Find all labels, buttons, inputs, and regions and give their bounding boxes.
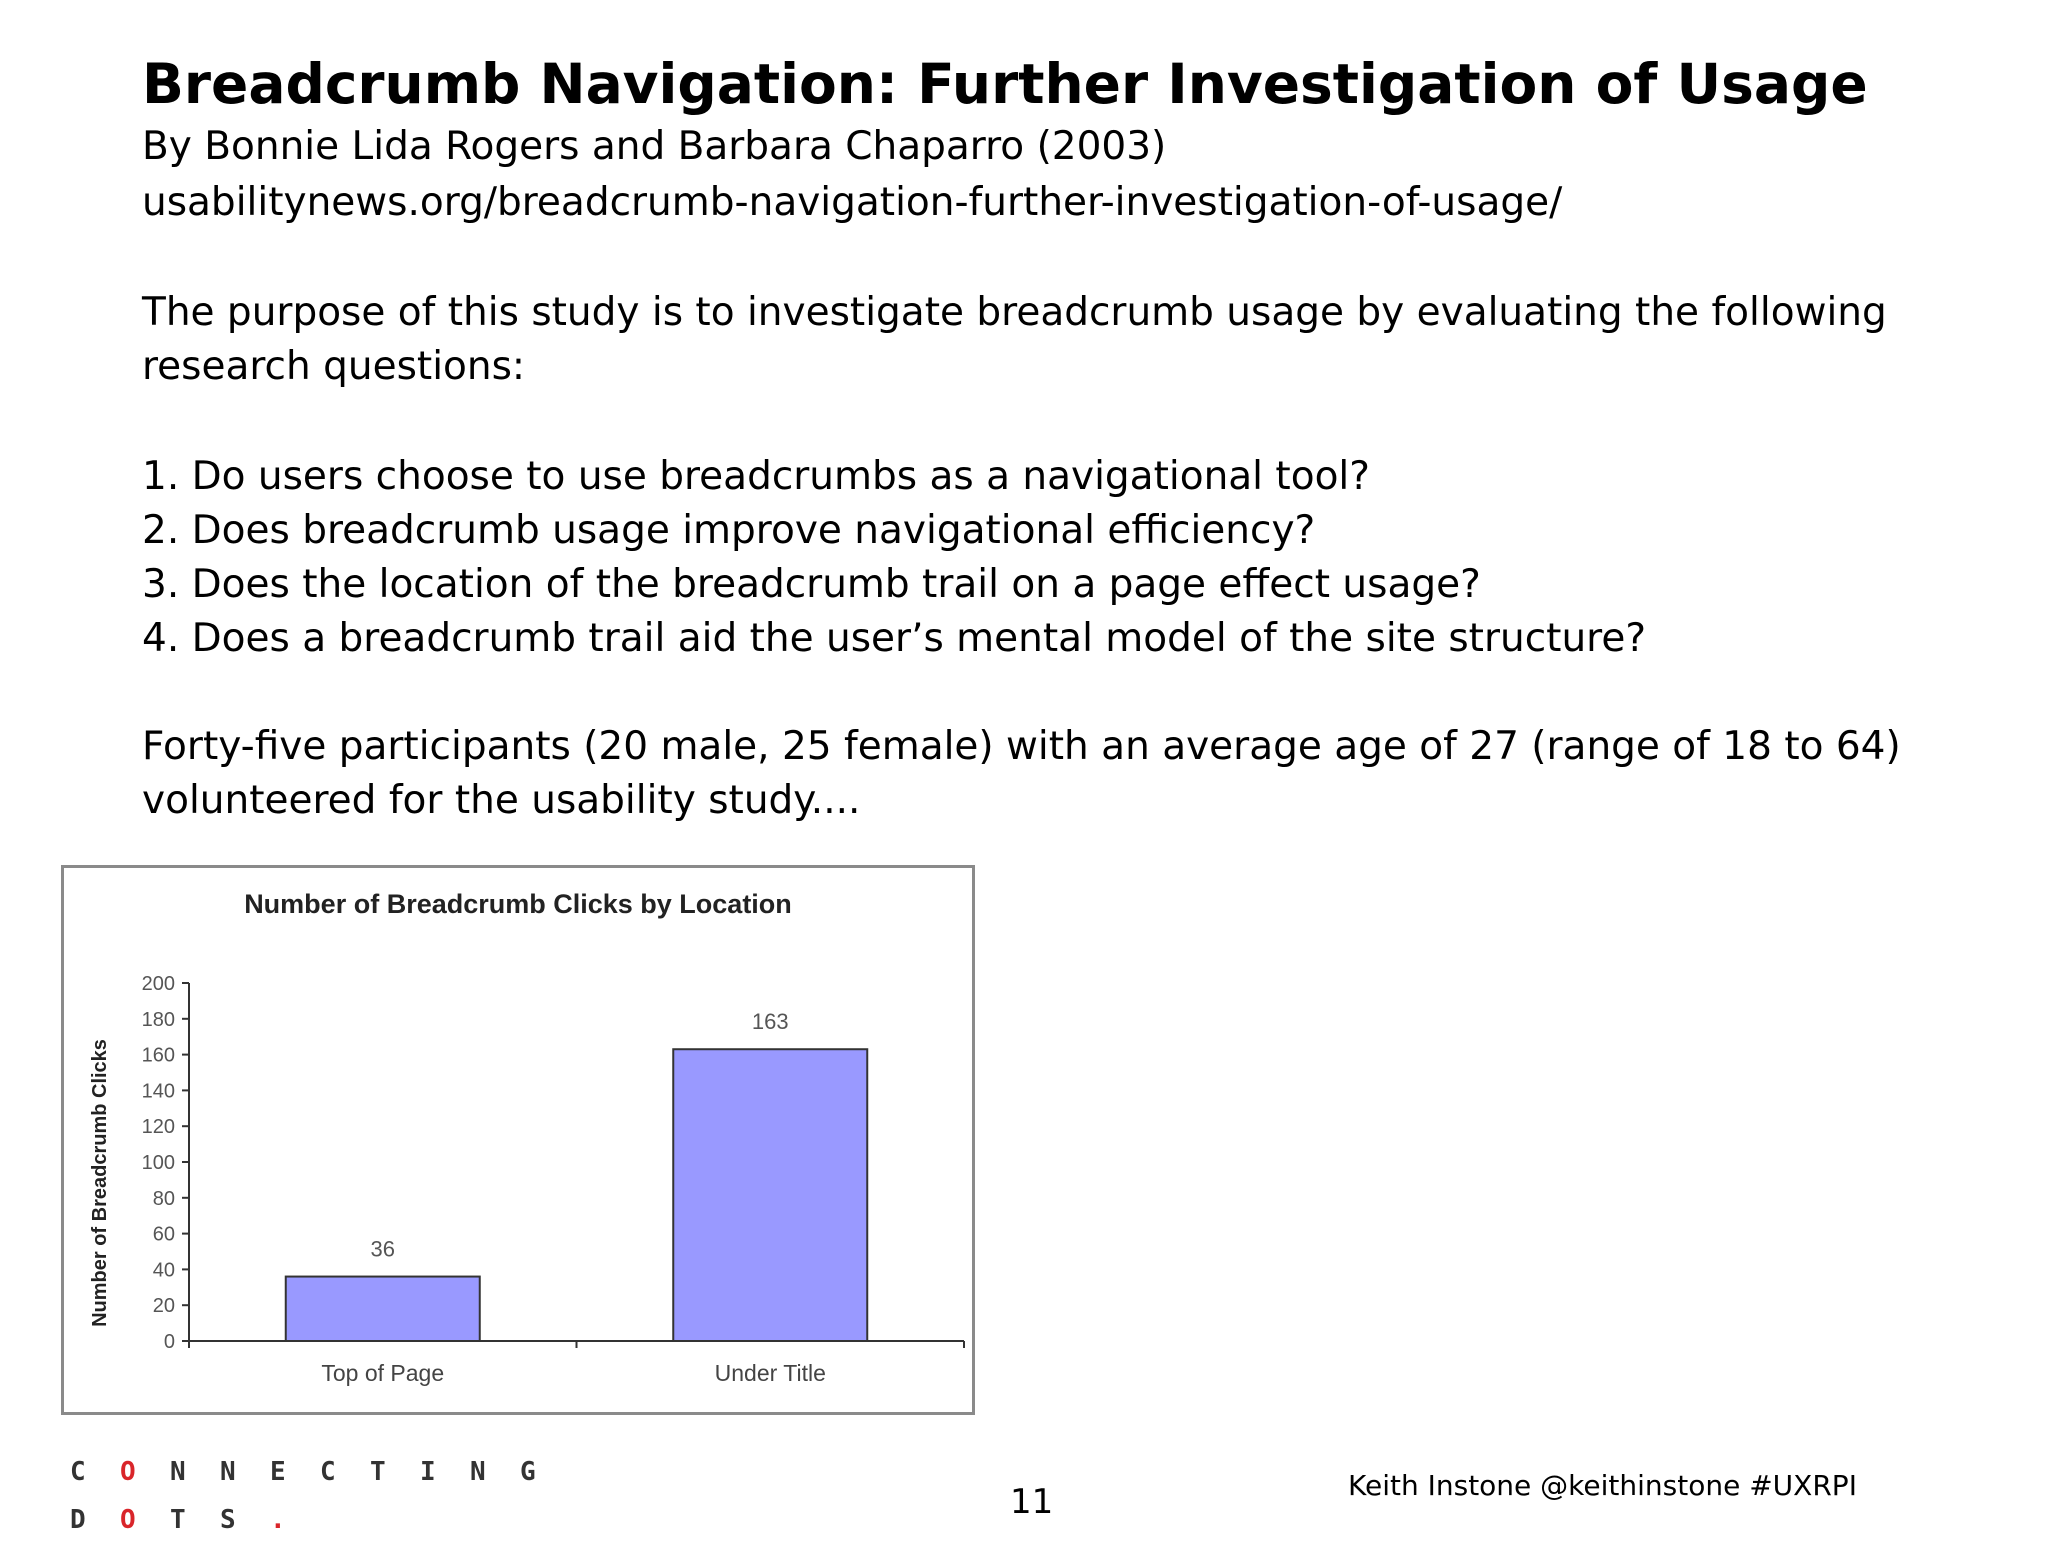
logo-letter: N: [170, 1457, 186, 1487]
y-axis-label: Number of Breadcrumb Clicks: [89, 1039, 111, 1327]
y-tick-label: 200: [141, 973, 175, 995]
logo-letter: T: [370, 1457, 386, 1487]
logo-letter: S: [220, 1505, 236, 1535]
bar: [286, 1277, 480, 1341]
logo-row: [70, 1496, 570, 1544]
y-tick-label: 40: [152, 1259, 175, 1282]
logo-letter: D: [70, 1505, 86, 1535]
logo-letter: C: [70, 1457, 86, 1487]
y-tick-label: 80: [152, 1187, 175, 1210]
page-number: 11: [1010, 1482, 1054, 1522]
research-question: 3. Does the location of the breadcrumb trail on a page effect usage?: [142, 562, 1481, 607]
logo-letter: O: [120, 1457, 136, 1487]
logo-letter: G: [520, 1457, 536, 1487]
y-tick-label: 140: [141, 1080, 175, 1103]
purpose-paragraph: [142, 286, 1887, 394]
logo-letter: E: [270, 1457, 286, 1487]
research-question: 1. Do users choose to use breadcrumbs as a navigational tool?: [142, 454, 1370, 499]
bar-chart-frame: [61, 865, 975, 1415]
logo-letter: N: [220, 1457, 236, 1487]
bar: [673, 1049, 867, 1341]
logo-letter: T: [170, 1505, 186, 1535]
purpose-line: research questions:: [142, 344, 526, 389]
data-label: 36: [370, 1236, 395, 1262]
logo-letter: O: [120, 1505, 136, 1535]
y-tick-label: 180: [141, 1008, 175, 1031]
logo-letter: I: [420, 1457, 436, 1487]
purpose-line: The purpose of this study is to investigate breadcrumb usage by evaluating the following: [142, 290, 1887, 335]
y-tick-label: 120: [141, 1116, 175, 1139]
y-tick-label: 20: [152, 1295, 175, 1318]
logo-letter: N: [470, 1457, 486, 1487]
slide-title: Breadcrumb Navigation: Further Investigation of Usage: [142, 52, 1868, 116]
x-tick-label: Under Title: [714, 1360, 826, 1386]
logo-letter: C: [320, 1457, 336, 1487]
participants-paragraph: [142, 720, 1901, 828]
y-tick-label: 100: [141, 1152, 175, 1174]
y-tick-label: 60: [152, 1223, 175, 1246]
logo-letter: .: [270, 1505, 286, 1535]
byline: By Bonnie Lida Rogers and Barbara Chaparro (2003): [142, 124, 1167, 169]
bar-chart: [64, 868, 972, 1412]
data-label: 163: [751, 1009, 789, 1035]
y-tick-label: 160: [141, 1044, 175, 1067]
chart-title: Number of Breadcrumb Clicks by Location: [244, 889, 792, 919]
source-url: usabilitynews.org/breadcrumb-navigation-further-investigation-of-usage/: [142, 180, 1563, 225]
connecting-dots-logo: [70, 1448, 570, 1544]
x-tick-label: Top of Page: [321, 1360, 445, 1386]
participants-line: Forty-five participants (20 male, 25 female) with an average age of 27 (range of 18 to 64): [142, 724, 1901, 769]
research-questions-list: [142, 450, 1646, 666]
presenter-credit: Keith Instone @keithinstone #UXRPI: [1348, 1469, 1857, 1502]
y-tick-label: 0: [163, 1331, 175, 1353]
research-question: 4. Does a breadcrumb trail aid the user’s mental model of the site structure?: [142, 616, 1647, 661]
participants-line: volunteered for the usability study....: [142, 778, 861, 823]
logo-row: [70, 1448, 570, 1496]
research-question: 2. Does breadcrumb usage improve navigational efficiency?: [142, 508, 1316, 553]
